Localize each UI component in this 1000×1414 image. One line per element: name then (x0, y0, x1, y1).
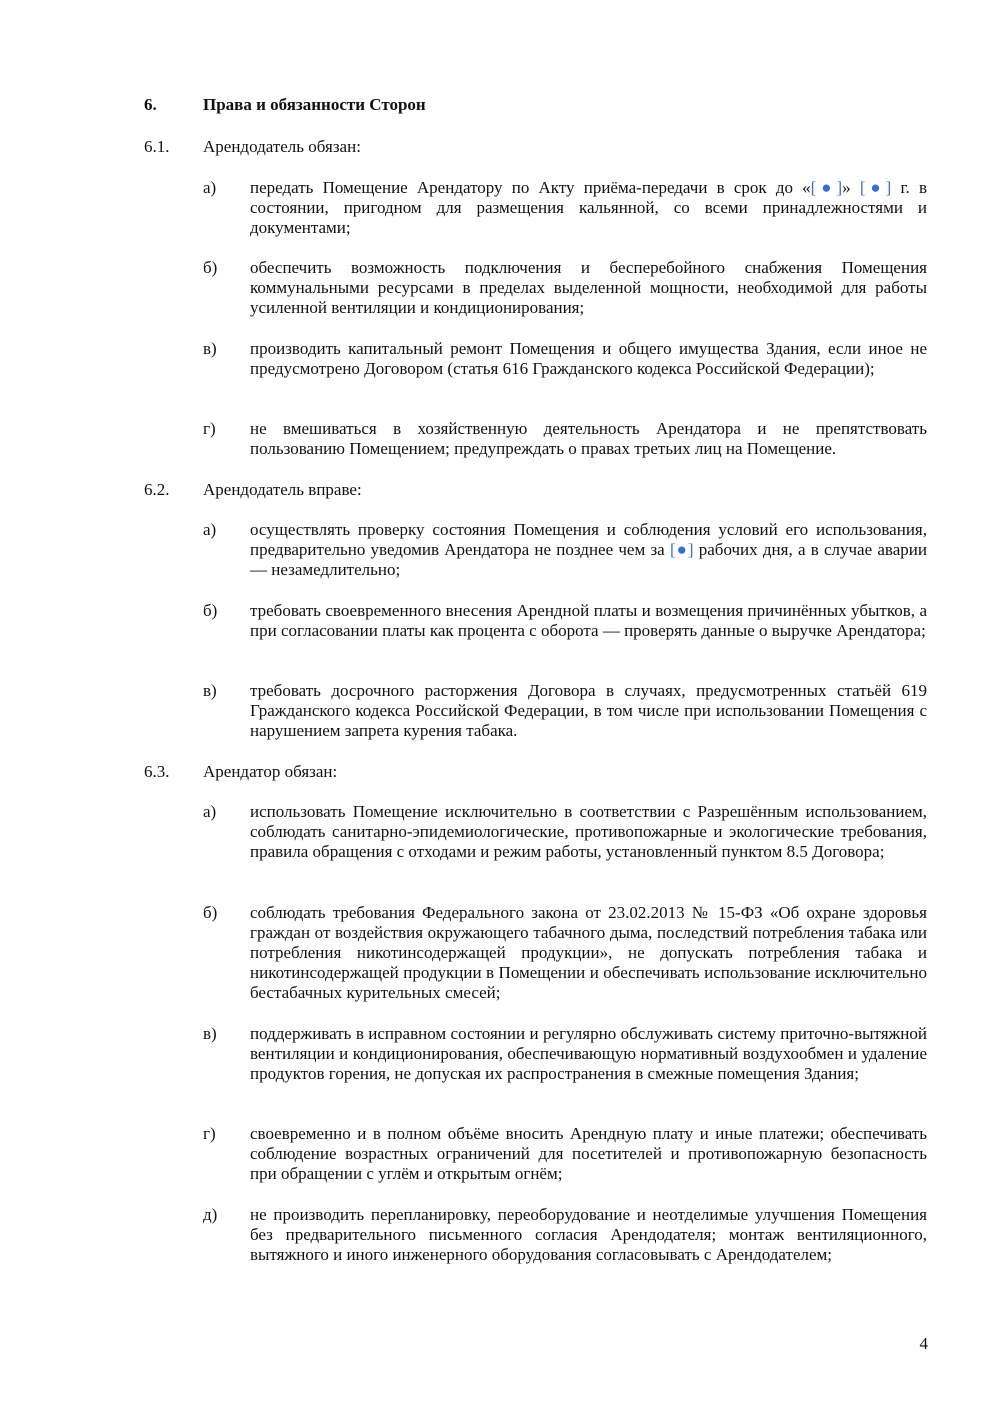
item-text: своевременно и в полном объёме вносить Арендную плату и иные платежи; обеспечивать соблюдение возрастных ограничений для посетителей и противопожарную безопасность при обращении с углём и открытым огнём; (250, 1124, 927, 1183)
clause-title: Арендодатель вправе: (203, 480, 362, 499)
item-letter: в) (203, 339, 217, 358)
item-letter: д) (203, 1205, 218, 1224)
placeholder-marker: [●] (669, 540, 694, 559)
item-text: требовать досрочного расторжения Договора в случаях, предусмотренных статьёй 619 Гражданского кодекса Российской Федерации, в том числе при использовании Помещения с нарушением запрета курения табака. (250, 681, 927, 740)
section-number: 6. (144, 95, 157, 114)
item-text: передать Помещение Арендатору по Акту приёма-передачи в срок до «[●]» [●] г. в состоянии, пригодном для размещения кальянной, со всеми принадлежностями и документами; (250, 178, 927, 237)
item-text: обеспечить возможность подключения и бесперебойного снабжения Помещения коммунальными ресурсами в пределах выделенной мощности, необходимой для работы усиленной вентиляции и кондиционирования; (250, 258, 927, 317)
clause-title: Арендатор обязан: (203, 762, 338, 781)
item-letter: а) (203, 178, 217, 197)
item-letter: б) (203, 258, 218, 277)
item-text: поддерживать в исправном состоянии и регулярно обслуживать систему приточно-вытяжной вентиляции и кондиционирования, обеспечивающую нормативный воздухообмен и удаление продуктов горения, не допуская их распространения в смежные помещения Здания; (250, 1024, 927, 1083)
item-letter: б) (203, 601, 218, 620)
item-text: требовать своевременного внесения Арендной платы и возмещения причинённых убытков, а при согласовании платы как процента с оборота — проверять данные о выручке Арендатора; (250, 601, 927, 640)
item-letter: в) (203, 1024, 217, 1043)
item-letter: г) (203, 1124, 216, 1143)
item-text: соблюдать требования Федерального закона от 23.02.2013 № 15-ФЗ «Об охране здоровья граждан от воздействия окружающего табачного дыма, последствий потребления табака или потребления никотинсодержащей продукции», не допускать потребления табака и никотинсодержащей продукции в Помещении и обеспечивать использование исключительно бестабачных курительных смесей; (250, 903, 927, 1002)
clause-number: 6.2. (144, 480, 170, 499)
item-text: использовать Помещение исключительно в соответствии с Разрешённым использованием, соблюдать санитарно-эпидемиологические, противопожарные и экологические требования, правила обращения с отходами и режим работы, установленный пунктом 8.5 Договора; (250, 802, 927, 861)
placeholder-marker: [●] (859, 178, 892, 197)
item-letter: а) (203, 520, 217, 539)
item-letter: б) (203, 903, 218, 922)
item-letter: в) (203, 681, 217, 700)
item-letter: а) (203, 802, 217, 821)
clause-number: 6.3. (144, 762, 170, 781)
item-text: производить капитальный ремонт Помещения и общего имущества Здания, если иное не предусмотрено Договором (статья 616 Гражданского кодекса Российской Федерации); (250, 339, 927, 378)
item-text: осуществлять проверку состояния Помещения и соблюдения условий его использования, предварительно уведомив Арендатора не позднее чем за [●] рабочих дня, а в случае аварии — незамедлительно; (250, 520, 927, 579)
item-text: не производить перепланировку, переоборудование и неотделимые улучшения Помещения без предварительного письменного согласия Арендодателя; монтаж вентиляционного, вытяжного и иного инженерного оборудования согласовывать с Арендодателем; (250, 1205, 927, 1264)
section-title: Права и обязанности Сторон (203, 95, 426, 114)
item-text: не вмешиваться в хозяйственную деятельность Арендатора и не препятствовать пользованию Помещением; предупреждать о правах третьих лиц на Помещение. (250, 419, 927, 458)
clause-number: 6.1. (144, 137, 170, 156)
placeholder-marker: [●] (810, 178, 843, 197)
item-letter: г) (203, 419, 216, 438)
clause-title: Арендодатель обязан: (203, 137, 361, 156)
page-number: 4 (919, 1334, 928, 1353)
